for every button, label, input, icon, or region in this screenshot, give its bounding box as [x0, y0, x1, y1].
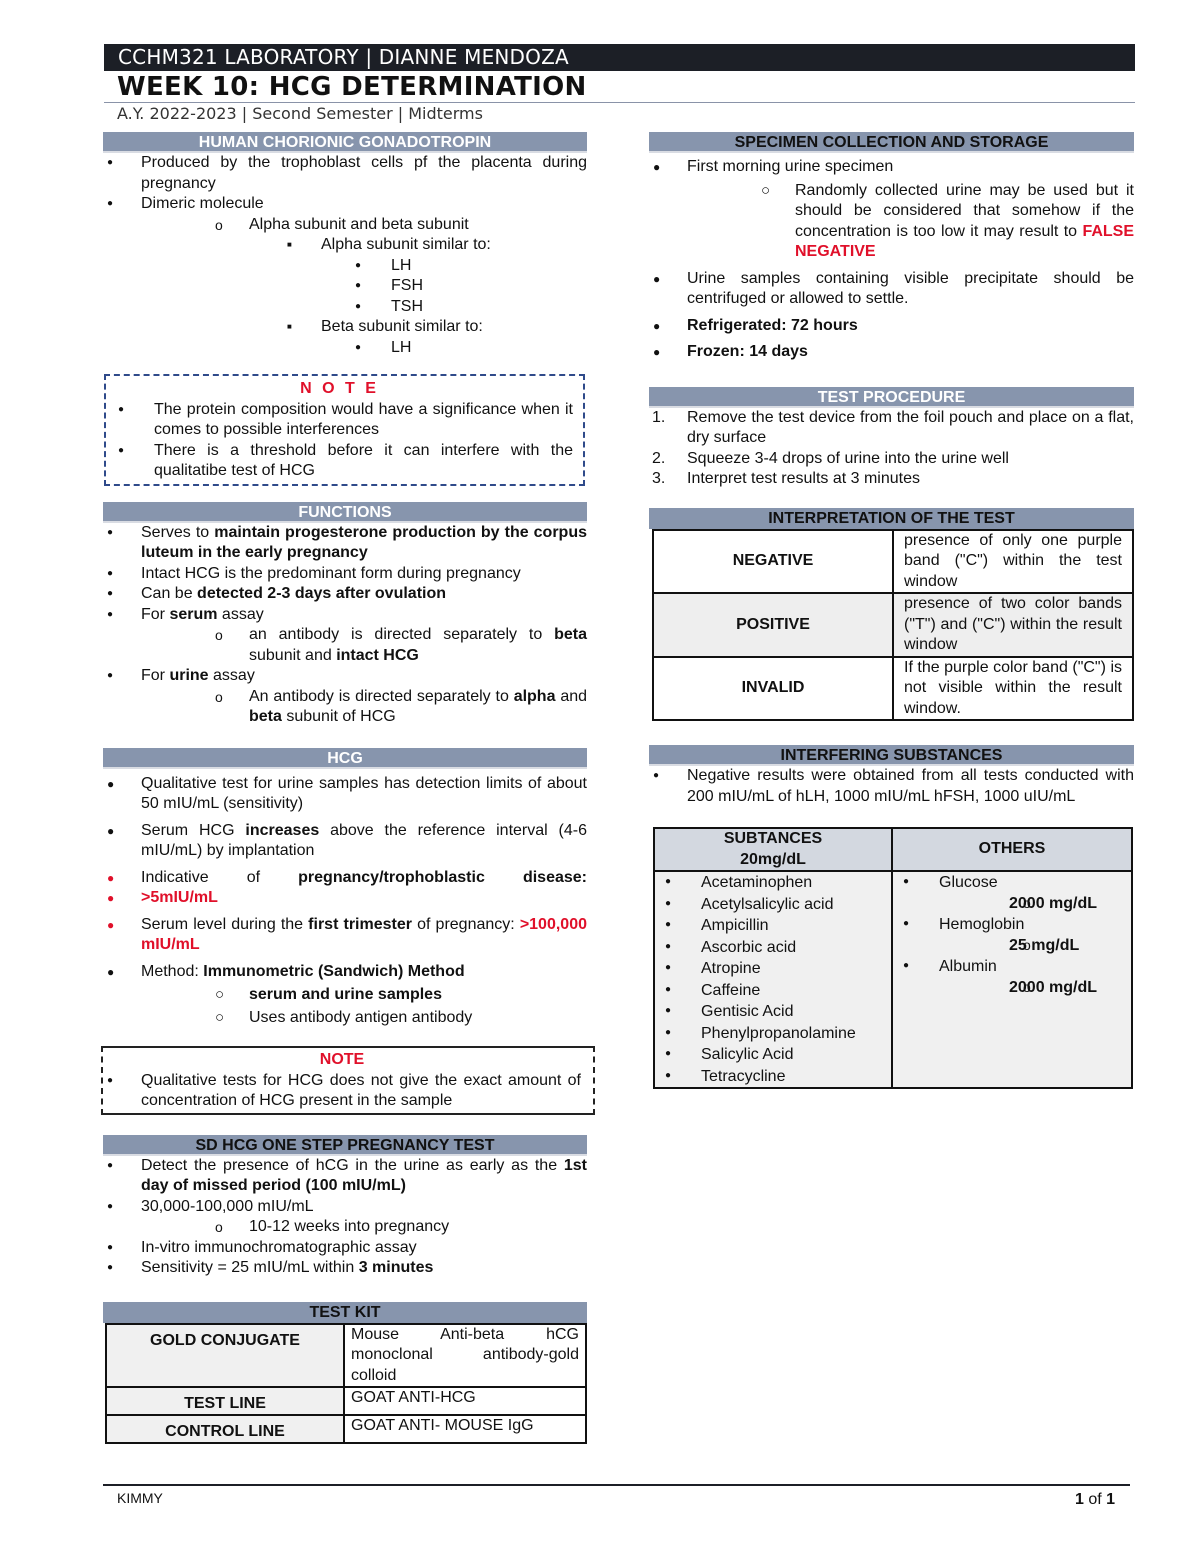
text: Sensitivity = 25 mIU/mL within — [141, 1259, 359, 1276]
bold-text: Frozen: 14 days — [687, 343, 808, 360]
substances-cell — [654, 871, 892, 1088]
section-header-hcg-intro: HUMAN CHORIONIC GONADOTROPIN — [103, 132, 587, 153]
list-item — [103, 194, 587, 358]
procedure-list — [649, 408, 1134, 490]
text: above the reference interval (4-6 mIU/mL) by implantation — [141, 821, 588, 859]
list-item: ● Qualitative test for urine samples has detection limits of about 50 mIU/mL (sensitivity) — [103, 774, 587, 815]
list-item — [103, 523, 587, 564]
section-header-interpretation: INTERPRETATION OF THE TEST — [649, 508, 1134, 529]
red-value: >5mIU/mL — [141, 889, 218, 906]
text: of pregnancy: — [411, 915, 520, 933]
table-cell-value: GOAT ANTI-HCG — [344, 1387, 586, 1415]
text: Indicative of — [141, 868, 299, 886]
substance-item: ● Ampicillin — [655, 915, 891, 937]
step-number: 2. — [652, 449, 666, 467]
list-item — [103, 915, 587, 956]
interpretation-table — [652, 529, 1134, 722]
section-header-specimen: SPECIMEN COLLECTION AND STORAGE — [649, 132, 1134, 153]
other-name: Hemoglobin — [939, 916, 1025, 933]
text: For — [141, 605, 170, 623]
document-title: WEEK 10: HCG DETERMINATION — [117, 72, 587, 102]
other-item — [893, 956, 1131, 998]
substance-item: ● Tetracycline — [655, 1066, 891, 1088]
spacer — [649, 807, 1134, 827]
hcg-intro-list — [103, 153, 587, 358]
spacer — [103, 486, 587, 502]
table-row — [653, 530, 1133, 594]
text: assay — [217, 605, 264, 623]
text: subunit and — [249, 646, 337, 664]
table-cell-label: NEGATIVE — [653, 530, 893, 594]
hcg-list — [103, 774, 587, 1029]
list-item — [649, 342, 1134, 363]
bold-text: 2000 mg/dL — [1009, 979, 1098, 996]
sub-sub-list-item: ■ Alpha subunit similar to: — [141, 235, 587, 256]
alpha-item: ● TSH — [141, 297, 587, 318]
spacer — [649, 363, 1134, 387]
right-column — [649, 132, 1134, 1089]
interfering-list — [649, 766, 1134, 807]
table-row — [106, 1324, 586, 1388]
sub-list-item: ○ Uses antibody antigen antibody — [141, 1008, 587, 1029]
step-text: Interpret test results at 3 minutes — [687, 470, 920, 487]
left-column — [103, 132, 587, 1444]
note-list — [103, 1071, 581, 1112]
substance-item: ● Salicylic Acid — [655, 1044, 891, 1066]
note-title: NOTE — [319, 1051, 365, 1068]
bold-text: Immunometric (Sandwich) Method — [203, 962, 465, 980]
list-item: ● Produced by the trophoblast cells pf the placenta during pregnancy — [103, 153, 587, 194]
table-cell-label: INVALID — [653, 657, 893, 721]
other-value — [939, 893, 1131, 914]
table-row — [653, 657, 1133, 721]
table-cell-label: GOLD CONJUGATE — [106, 1324, 344, 1388]
bold-text: intact HCG — [336, 646, 419, 664]
spacer — [649, 490, 1134, 508]
list-item: ● In-vitro immunochromatographic assay — [103, 1238, 587, 1259]
substance-item: ● Acetaminophen — [655, 872, 891, 894]
procedure-step — [649, 469, 1134, 490]
note-item: ● There is a threshold before it can interfere with the qualitatibe test of HCG — [106, 441, 573, 482]
substance-item: ● Gentisic Acid — [655, 1001, 891, 1023]
substance-item: ● Caffeine — [655, 980, 891, 1002]
sub-list-item — [141, 687, 587, 728]
other-item — [893, 914, 1131, 956]
list-item: ● Intact HCG is the predominant form during pregnancy — [103, 564, 587, 585]
table-header-row — [654, 828, 1132, 871]
step-number: 1. — [652, 408, 666, 426]
bold-text: increases — [245, 821, 320, 839]
spacer — [103, 728, 587, 748]
title-divider — [104, 102, 1135, 103]
sub-list-item — [687, 181, 1134, 263]
section-header-procedure: TEST PROCEDURE — [649, 387, 1134, 408]
others-list — [893, 872, 1131, 998]
section-header-sd-test: SD HCG ONE STEP PREGNANCY TEST — [103, 1135, 587, 1156]
spacer — [649, 721, 1134, 745]
procedure-step — [649, 408, 1134, 449]
bold-text: first trimester — [308, 915, 412, 933]
alpha-item: ● LH — [141, 256, 587, 277]
red-value: >100,000 mIU/mL — [141, 915, 587, 953]
bold-text: serum — [169, 605, 218, 623]
table-cell-label: TEST LINE — [106, 1387, 344, 1415]
bold-text: 25 mg/dL — [1009, 937, 1080, 954]
note-box — [101, 1046, 595, 1115]
text: an antibody is directed separately to — [249, 626, 555, 643]
bold-text: beta — [249, 708, 282, 725]
step-text: Remove the test device from the foil pouch and place on a flat, dry surface — [687, 408, 1134, 446]
sub-list-item: o Alpha subunit and beta subunit — [141, 215, 587, 236]
table-row — [654, 871, 1132, 1088]
text: Serum level during the — [141, 915, 309, 933]
column-header-others: OTHERS — [892, 828, 1132, 871]
text: Serves to — [141, 523, 215, 541]
sub-list-item — [141, 985, 587, 1006]
bold-text: 2000 mg/dL — [1009, 895, 1098, 912]
bold-text: 3 minutes — [358, 1259, 434, 1276]
text: Detect the presence of hCG in the urine as early as the — [141, 1156, 564, 1174]
bold-text: Refrigerated: 72 hours — [687, 316, 858, 334]
text: An antibody is directed separately to — [249, 687, 514, 705]
note-item: ● Qualitative tests for HCG does not give the exact amount of concentration of HCG present in the sample — [103, 1071, 581, 1112]
bold-text: serum and urine samples — [249, 986, 442, 1003]
list-item-cont — [103, 888, 587, 909]
red-value: FALSE NEGATIVE — [795, 222, 1134, 260]
course-header-bar: CCHM321 LABORATORY | DIANNE MENDOZA — [104, 44, 1135, 71]
others-cell — [892, 871, 1132, 1088]
sub-list-item — [141, 625, 587, 666]
other-value — [939, 935, 1131, 956]
table-cell-label: CONTROL LINE — [106, 1415, 344, 1443]
bold-text: pregnancy/trophoblastic disease: — [298, 868, 587, 886]
list-item — [103, 1197, 587, 1238]
alpha-item: ● FSH — [141, 276, 587, 297]
bold-text: beta — [554, 626, 587, 643]
table-cell-value: GOAT ANTI- MOUSE IgG — [344, 1415, 586, 1443]
step-number: 3. — [652, 470, 666, 487]
text: subunit of HCG — [281, 708, 396, 725]
other-name: Albumin — [939, 958, 997, 975]
list-item — [103, 666, 587, 728]
specimen-list — [649, 157, 1134, 363]
substances-table — [653, 827, 1133, 1089]
list-item — [103, 962, 587, 1029]
note-item: ● The protein composition would have a significance when it comes to possible interferences — [106, 400, 573, 441]
section-header-test-kit: TEST KIT — [103, 1302, 587, 1323]
substance-item: ● Ascorbic acid — [655, 937, 891, 959]
sub-sub-list-item: ■ Beta subunit similar to: — [141, 317, 587, 338]
list-item — [103, 868, 587, 889]
spacer — [103, 1115, 587, 1135]
bold-text: maintain progesterone production by the corpus luteum in the early pregnancy — [141, 523, 587, 561]
text: Serum HCG — [141, 821, 246, 839]
table-cell-value: presence of only one purple band ("C") within the test window — [893, 530, 1133, 594]
list-item — [103, 605, 587, 667]
list-item-text: Dimeric molecule — [141, 195, 264, 212]
text: 30,000-100,000 mIU/mL — [141, 1197, 314, 1215]
sd-test-list — [103, 1156, 587, 1279]
text: Can be — [141, 585, 198, 602]
page-total: 1 — [1106, 1491, 1116, 1508]
table-row — [106, 1415, 586, 1443]
note-box — [104, 374, 585, 486]
spacer — [103, 1279, 587, 1302]
note-list — [106, 400, 573, 482]
step-text: Squeeze 3-4 drops of urine into the urine well — [687, 449, 1009, 467]
table-row — [106, 1387, 586, 1415]
text: First morning urine specimen — [687, 158, 894, 175]
text: Method: — [141, 962, 204, 980]
procedure-step — [649, 449, 1134, 470]
beta-item: ● LH — [141, 338, 587, 359]
section-header-hcg: HCG — [103, 748, 587, 769]
list-item — [103, 584, 587, 605]
bold-text: detected 2-3 days after ovulation — [197, 585, 447, 602]
other-value — [939, 977, 1131, 998]
footer-author: KIMMY — [117, 1490, 163, 1506]
document-subtitle: A.Y. 2022-2023 | Second Semester | Midterms — [117, 104, 483, 123]
table-cell-value: Mouse Anti-beta hCG monoclonal antibody-gold colloid — [344, 1324, 586, 1388]
section-header-interfering: INTERFERING SUBSTANCES — [649, 745, 1134, 766]
page-current: 1 — [1075, 1491, 1084, 1508]
table-cell-value: If the purple color band ("C") is not visible within the result window. — [893, 657, 1133, 721]
other-name: Glucose — [939, 874, 998, 891]
text: and — [555, 687, 588, 705]
bold-text: urine — [169, 667, 209, 684]
table-row — [653, 593, 1133, 657]
bold-text: 1st day of missed period (100 mIU/mL) — [141, 1156, 587, 1194]
list-item: ● Urine samples containing visible precipitate should be centrifuged or allowed to settle. — [649, 269, 1134, 310]
text: Randomly collected urine may be used but it should be considered that somehow if the concentration is too low it may result to — [795, 181, 1134, 240]
bold-text: alpha — [513, 687, 556, 705]
list-item — [649, 316, 1134, 337]
functions-list — [103, 523, 587, 728]
list-item — [103, 821, 587, 862]
list-item — [103, 1258, 587, 1279]
text: assay — [208, 667, 255, 684]
substance-item: ● Phenylpropanolamine — [655, 1023, 891, 1045]
list-item — [103, 1156, 587, 1197]
note-title: N O T E — [300, 380, 379, 397]
substance-item: ● Atropine — [655, 958, 891, 980]
section-header-functions: FUNCTIONS — [103, 502, 587, 523]
other-item — [893, 872, 1131, 914]
test-kit-table — [105, 1323, 587, 1445]
page-of: of — [1083, 1491, 1107, 1508]
column-header-substances: SUBTANCES 20mg/dL — [654, 828, 892, 871]
list-item: ● Negative results were obtained from all tests conducted with 200 mIU/mL of hLH, 1000 mIU/mL hFSH, 1000 uIU/mL — [649, 766, 1134, 807]
substances-list — [655, 872, 891, 1087]
sub-list-item: o 10-12 weeks into pregnancy — [141, 1217, 587, 1238]
page-number — [1075, 1490, 1115, 1511]
table-cell-label: POSITIVE — [653, 593, 893, 657]
table-cell-value: presence of two color bands ("T") and ("C") within the result window — [893, 593, 1133, 657]
footer-divider — [103, 1484, 1130, 1486]
list-item — [649, 157, 1134, 263]
text: For — [141, 667, 170, 684]
substance-item: ● Acetylsalicylic acid — [655, 894, 891, 916]
